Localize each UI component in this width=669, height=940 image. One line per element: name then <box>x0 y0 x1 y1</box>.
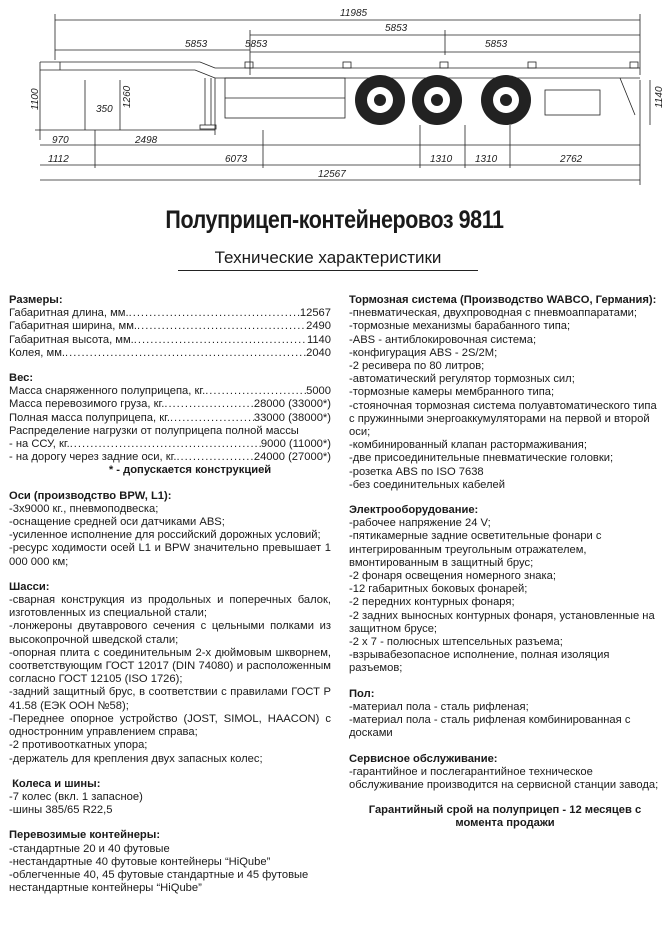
dim-mid-right: 5853 <box>485 39 508 50</box>
spec-line: -12 габаритных боковых фонарей; <box>349 583 528 596</box>
spec-value: 33000 (38000*) <box>253 411 331 424</box>
section-wheels <box>9 778 331 818</box>
weight-distribution: Распределение нагрузки от полуприцепа полной массы <box>9 424 299 437</box>
spec-line: -автоматический регулятор тормозных сил; <box>349 373 575 386</box>
spec-label: - на ССУ, кг. <box>9 438 70 451</box>
leader-dots <box>164 398 254 411</box>
spec-line: -материал пола - сталь рифленая; <box>349 700 529 713</box>
spec-row <box>9 438 331 451</box>
dim-1310-a: 1310 <box>430 154 453 165</box>
section-weight <box>9 372 331 478</box>
spec-label: Колея, мм. <box>9 346 66 359</box>
spec-line: -две присоединительные пневматические головки; <box>349 452 614 465</box>
section-title: Вес: <box>9 372 34 385</box>
spec-value: 9000 (11000*) <box>260 438 331 451</box>
dim-mid-left: 5853 <box>245 39 268 50</box>
section-floor <box>349 688 661 741</box>
right-column <box>349 294 661 831</box>
spec-row <box>9 347 331 360</box>
section-axles <box>9 490 331 569</box>
spec-value: 2040 <box>306 346 331 359</box>
spec-line: -шины 385/65 R22,5 <box>9 804 113 817</box>
section-chassis <box>9 581 331 766</box>
dim-total-top: 11985 <box>340 8 368 19</box>
spec-label: Габаритная длина, мм. <box>9 307 129 320</box>
spec-line: -конфигурация ABS - 2S/2M; <box>349 346 498 359</box>
page-subtitle: Технические характеристики <box>178 248 478 271</box>
section-sizes <box>9 294 331 360</box>
dim-right-top: 5853 <box>385 23 408 34</box>
spec-value: 5000 <box>306 385 331 398</box>
leader-dots <box>170 412 254 425</box>
left-column <box>9 294 331 907</box>
spec-line: -гарантийное и послегарантийное техническое обслуживание производится на сервисной станции завода; <box>349 765 659 791</box>
spec-line: -оснащение средней оси датчиками ABS; <box>9 516 225 529</box>
section-electrics <box>349 504 661 676</box>
leader-dots <box>176 451 253 464</box>
spec-line: -ABS - антиблокировочная система; <box>349 333 537 346</box>
spec-value: 2490 <box>306 320 331 333</box>
spec-row <box>9 451 331 464</box>
spec-row <box>9 307 331 320</box>
dim-total-bottom: 12567 <box>318 169 346 180</box>
spec-row <box>9 334 331 347</box>
leader-dots <box>65 347 306 360</box>
dim-970: 970 <box>52 135 69 146</box>
spec-line: -розетка ABS по ISO 7638 <box>349 465 484 478</box>
dim-2762: 2762 <box>560 154 583 165</box>
spec-line: -2 передних контурных фонаря; <box>349 596 515 609</box>
spec-line: -опорная плита с соединительным 2-х дюймовым шкворнем, соответствующим ГОСТ 12017 (DIN 74080) и расположенным согласно ГОСТ 12105 (ISO 1726); <box>9 646 331 686</box>
spec-line: -пневматическая, двухпроводная с пневмоаппаратами; <box>349 307 638 320</box>
spec-row <box>9 320 331 333</box>
dim-1310-b: 1310 <box>475 154 498 165</box>
weight-note: * - допускается конструкцией <box>108 464 272 477</box>
spec-line: -2 задних выносных контурных фонаря, установленные на защитном брусе; <box>349 609 655 635</box>
dim-h350: 350 <box>96 104 113 115</box>
spec-line: -2 ресивера по 80 литров; <box>349 360 485 373</box>
spec-row <box>9 385 331 398</box>
leader-dots <box>134 334 307 347</box>
spec-line: -7 колес (вкл. 1 запасное) <box>9 790 143 803</box>
spec-line: -держатель для крепления двух запасных колес; <box>9 752 263 765</box>
spec-line: -усиленное исполнение для российский дорожных условий; <box>9 529 321 542</box>
spec-line: -ресурс ходимости осей L1 и BPW значительно превышает 1 000 000 км; <box>9 542 331 568</box>
section-title: Шасси: <box>9 580 50 593</box>
spec-line: -тормозные механизмы барабанного типа; <box>349 320 571 333</box>
spec-value: 12567 <box>299 307 331 320</box>
section-title: Размеры: <box>9 294 63 306</box>
leader-dots <box>205 385 306 398</box>
section-title: Колеса и шины: <box>9 777 101 790</box>
spec-line: -материал пола - сталь рифленая комбинированная с досками <box>349 714 631 740</box>
section-title: Пол: <box>349 687 375 700</box>
section-title: Оси (производство BPW, L1): <box>9 489 172 502</box>
spec-line: -взрывабезопасное исполнение, полная изоляция разъемов; <box>349 649 610 675</box>
dim-1112: 1112 <box>48 154 69 165</box>
spec-line: -тормозные камеры мембранного типа; <box>349 386 555 399</box>
spec-line: -облегченные 40, 45 футовые стандартные и 45 футовые нестандартные контейнеры “HiQube” <box>9 868 309 895</box>
spec-value: 1140 <box>306 333 331 346</box>
spec-line: -нестандартные 40 футовые контейнеры “HiQube” <box>9 855 271 868</box>
spec-line: -3х9000 кг., пневмоподвеска; <box>9 502 159 515</box>
dim-h1100: 1100 <box>30 88 41 110</box>
spec-label: Габаритная высота, мм. <box>9 333 134 346</box>
spec-label: - на дорогу через задние оси, кг. <box>9 451 177 464</box>
section-title: Сервисное обслуживание: <box>349 752 498 765</box>
leader-dots <box>137 320 306 333</box>
dim-h1260: 1260 <box>122 85 133 108</box>
spec-label: Габаритная ширина, мм. <box>9 320 137 333</box>
section-title: Перевозимые контейнеры: <box>9 829 161 842</box>
spec-row <box>9 398 331 411</box>
section-brakes <box>349 294 661 492</box>
trailer-technical-drawing <box>0 0 669 195</box>
spec-line: -задний защитный брус, в соответствии с правилами ГОСТ Р 41.58 (ЕЭК ООН №58); <box>9 686 331 712</box>
spec-label: Масса перевозимого груза, кг. <box>9 398 165 411</box>
spec-line: -стояночная тормозная система полуавтоматического типа с пружинными энергоаккумуляторами на первой и второй оси; <box>349 399 657 439</box>
spec-line: -2 фонаря освещения номерного знака; <box>349 570 556 583</box>
leader-dots <box>70 438 261 451</box>
spec-value: 28000 (33000*) <box>253 398 331 411</box>
dim-2498: 2498 <box>135 135 158 146</box>
warranty-note: Гарантийный срой на полуприцеп - 12 месяцев с момента продажи <box>368 804 642 830</box>
dim-left-top: 5853 <box>185 39 208 50</box>
spec-row <box>9 412 331 425</box>
spec-line: -без соединительных кабелей <box>349 478 505 491</box>
leader-dots <box>129 307 300 320</box>
section-service <box>349 753 661 793</box>
spec-line: -2 x 7 - полюсных штепсельных разъема; <box>349 636 563 649</box>
spec-line: -Переднее опорное устройство (JOST, SIMOL, HAACON) с одностронним управлением справа; <box>9 712 331 739</box>
dim-6073: 6073 <box>225 154 248 165</box>
spec-line: -комбинированный клапан растормаживания; <box>349 439 587 452</box>
section-containers <box>9 829 331 895</box>
spec-line: -2 противооткатных упора; <box>9 739 148 752</box>
spec-line: -пятикамерные задние осветительные фонари с интегрированным треугольным отражателем, вмонтированным в защитный брус; <box>349 530 602 569</box>
spec-line: -рабочее напряжение 24 V; <box>349 517 491 530</box>
spec-label: Масса снаряженного полуприцепа, кг. <box>9 385 206 398</box>
dim-h1140: 1140 <box>654 86 665 108</box>
page-title: Полуприцеп-контейнеровоз 9811 <box>165 206 504 234</box>
spec-line: -стандартные 20 и 40 футовые <box>9 842 170 855</box>
spec-line: -сварная конструкция из продольных и поперечных балок, изготовленных из специальной стали; <box>9 594 331 620</box>
section-title: Электрооборудование: <box>349 504 479 517</box>
spec-value: 24000 (27000*) <box>253 451 331 464</box>
spec-line: -лонжероны двутаврового сечения с цельными полками из высокопрочной шведской стали; <box>9 620 331 646</box>
spec-label: Полная масса полуприцепа, кг. <box>9 411 170 424</box>
section-title: Тормозная система (Производство WABCO, Германия): <box>349 294 657 306</box>
